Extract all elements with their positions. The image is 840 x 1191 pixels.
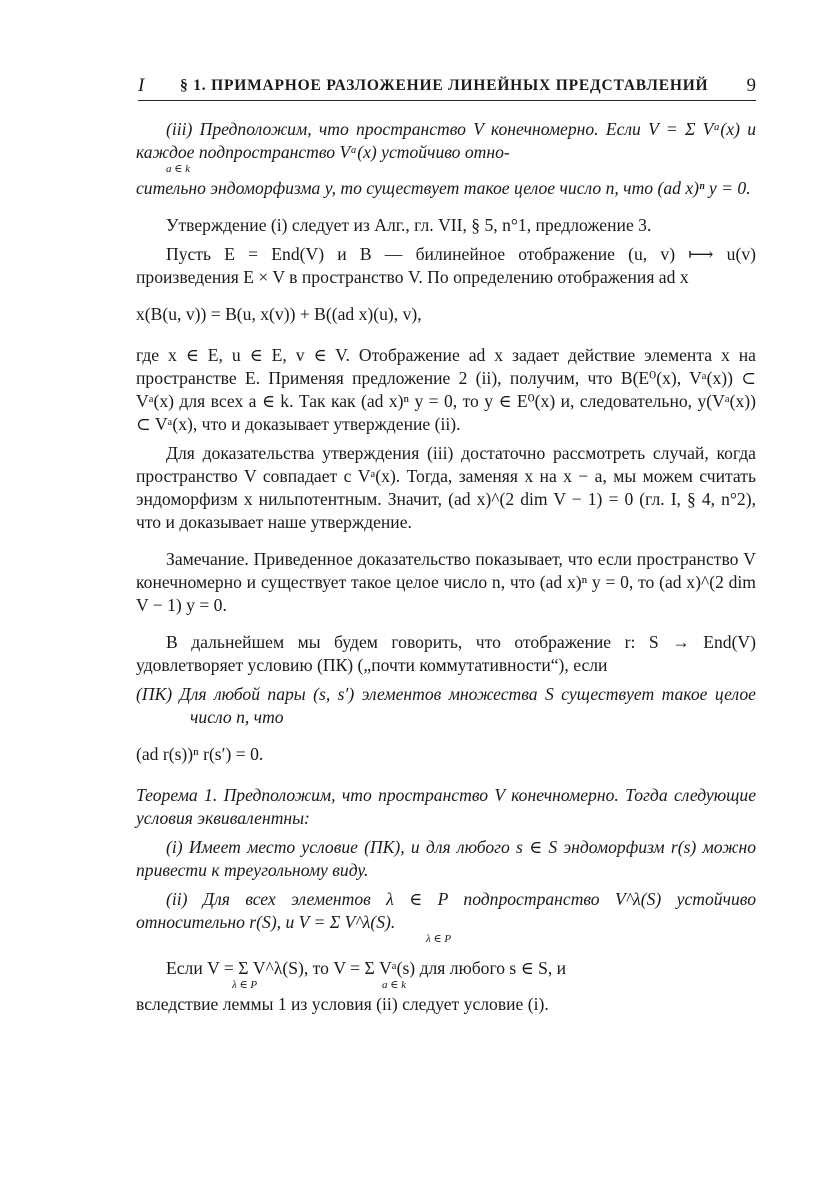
paragraph-4: Для доказательства утверждения (iii) достаточно рассмотреть случай, когда пространство V совпадает с Vᵃ(x). Тогда, заменяя x на x − a, мы можем считать эндоморфизм x нильпотентным. Значит, (ad x)^(2 dim V − 1) = 0 (гл. I, § 4, n°2), что и доказывает наше утверждение.	[136, 443, 756, 532]
paragraph-5: В дальнейшем мы будем говорить, что отображение r: S → End(V) удовлетворяет условию (ПК) („почти коммутативности“), если	[136, 632, 756, 675]
page-number: 9	[746, 75, 756, 96]
condition-pk: (ПК) Для любой пары (s, s′) элементов множества S существует такое целое число n, что	[136, 684, 756, 727]
section-title: § 1. ПРИМАРНОЕ РАЗЛОЖЕНИЕ ЛИНЕЙНЫХ ПРЕДСТАВЛЕНИЙ	[180, 77, 709, 94]
item-iii-continuation: сительно эндоморфизма y, то существует такое целое число n, что (ad x)ⁿ y = 0.	[136, 178, 751, 198]
remark-paragraph: Замечание. Приведенное доказательство показывает, что если пространство V конечномерно и существует такое целое число n, что (ad x)ⁿ y = 0, то (ad x)^(2 dim V − 1) y = 0.	[136, 549, 756, 615]
paragraph-6-subscripts	[136, 980, 756, 991]
chapter-mark: I	[138, 75, 145, 96]
theorem-condition-i: (i) Имеет место условие (ПК), и для любого s ∈ S эндоморфизм r(s) можно привести к треугольному виду.	[136, 837, 756, 880]
a-subscript: a ∈ k	[382, 979, 407, 991]
running-header	[138, 75, 756, 101]
theorem-ii-subscript: λ ∈ P	[426, 933, 452, 945]
paragraph-1: Утверждение (i) следует из Алг., гл. VII, § 5, n°1, предложение 3.	[166, 215, 652, 235]
item-iii-subscript: a ∈ k	[166, 163, 191, 175]
lambda-subscript: λ ∈ P	[232, 979, 258, 991]
paragraph-3: где x ∈ E, u ∈ E, v ∈ V. Отображение ad x задает действие элемента x на пространстве E. Применяя предложение 2 (ii), получим, что B(E⁰(x), Vᵃ(x)) ⊂ Vᵃ(x) для всех a ∈ k. Так как (ad x)ⁿ y = 0, то y ∈ E⁰(x) и, следовательно, y(Vᵃ(x)) ⊂ Vᵃ(x), что и доказывает утверждение (ii).	[136, 345, 756, 434]
formula-1: x(B(u, v)) = B(u, x(v)) + B((ad x)(u), v),	[136, 304, 422, 324]
paragraph-6: Если V = Σ V^λ(S), то V = Σ Vᵃ(s) для любого s ∈ S, и	[166, 958, 567, 978]
theorem-1: Теорема 1. Предположим, что пространство V конечномерно. Тогда следующие условия эквивалентны:	[136, 785, 756, 828]
page-body	[136, 118, 756, 1022]
paragraph-2: Пусть E = End(V) и B — билинейное отображение (u, v) ⟼ u(v) произведения E × V в пространство V. По определению отображения ad x	[136, 244, 756, 287]
formula-2: (ad r(s))ⁿ r(s′) = 0.	[136, 744, 264, 764]
item-iii-line: (iii) Предположим, что пространство V конечномерно. Если V = Σ Vᵃ(x) и каждое подпространство Vᵃ(x) устойчиво отно-	[136, 119, 756, 162]
theorem-condition-ii: (ii) Для всех элементов λ ∈ P подпространство V^λ(S) устойчиво относительно r(S), и V = Σ V^λ(S).	[136, 889, 756, 932]
paragraph-7: вследствие леммы 1 из условия (ii) следует условие (i).	[136, 994, 549, 1014]
header-rule	[138, 100, 756, 101]
